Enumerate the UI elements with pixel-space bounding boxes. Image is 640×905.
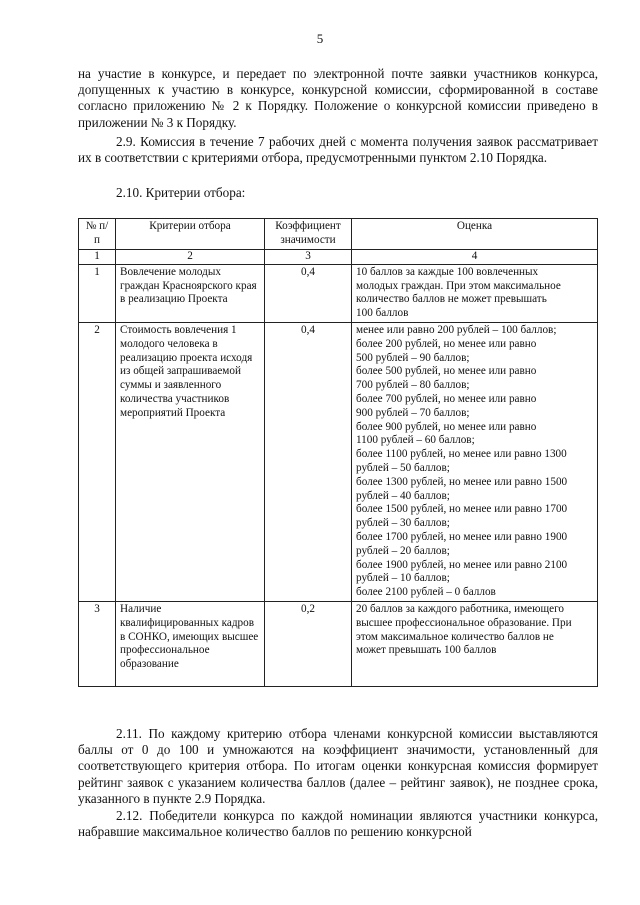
criteria-table [78,218,598,687]
score-line: 900 рублей – 70 баллов; [356,406,470,419]
table-row [79,601,598,686]
score-line: более 1100 рублей, но менее или равно 1300 [356,448,567,461]
paragraph-continuation: на участие в конкурсе, и передает по электронной почте заявки участников конкурса, допущенных к участию в конкурсе, конкурсной комиссии, сформированной в составе согласно приложению № 2 к Порядку. Положение о конкурсной комиссии приведено в приложении № 3 к Порядку. [78,66,598,130]
score-line: более 1500 рублей, но менее или равно 1700 [356,503,568,516]
column-number: 4 [352,250,598,265]
score-line: количество баллов не может превышать [356,293,547,306]
header-score: Оценка [352,219,598,250]
score-line: 10 баллов за каждые 100 вовлеченных [356,265,539,278]
score-line: рублей – 30 баллов; [356,517,450,530]
score-line: 100 баллов [356,307,409,320]
score-line: более 1300 рублей, но менее или равно 1500 [356,475,568,488]
row-score [352,601,598,686]
score-line: более 200 рублей, но менее или равно [356,337,537,350]
column-number: 3 [265,250,352,265]
row-criterion: Вовлечение молодых граждан Красноярского края в реализацию Проекта [116,264,265,322]
paragraph-2-12: 2.12. Победители конкурса по каждой номинации являются участники конкурса, набравшие максимальное количество баллов по решению конкурсной [78,808,598,840]
header-coefficient: Коэффициент значимости [265,219,352,250]
column-number-row [79,250,598,265]
column-number: 2 [116,250,265,265]
row-score [352,264,598,322]
paragraph-2-9: 2.9. Комиссия в течение 7 рабочих дней с момента получения заявок рассматривает их в соответствии с критериями отбора, предусмотренными пунктом 2.10 Порядка. [78,134,598,166]
score-line: 20 баллов за каждого работника, имеющего [356,602,564,615]
row-coefficient: 0,4 [265,264,352,322]
row-num: 1 [79,264,116,322]
table-row [79,322,598,601]
row-coefficient: 0,4 [265,322,352,601]
score-line: более 500 рублей, но менее или равно [356,365,537,378]
row-num: 2 [79,322,116,601]
row-num: 3 [79,601,116,686]
score-line: рублей – 10 баллов; [356,572,450,585]
score-line: рублей – 20 баллов; [356,544,450,557]
score-line: молодых граждан. При этом максимальное [356,279,561,292]
paragraph-2-11: 2.11. По каждому критерию отбора членами конкурсной комиссии выставляются баллы от 0 до 100 и умножаются на коэффициент значимости, установленный для соответствующего критерия отбора. По итогам оценки конкурсная комиссия формирует рейтинг заявок с указанием количества баллов (далее – рейтинг заявок), не позднее срока, указанного в пункте 2.9 Порядка. [78,726,598,806]
score-line: может превышать 100 баллов [356,644,497,657]
row-coefficient: 0,2 [265,601,352,686]
score-line: рублей – 40 баллов; [356,489,450,502]
score-line: более 900 рублей, но менее или равно [356,420,537,433]
row-criterion: Стоимость вовлечения 1 молодого человека в реализацию проекта исходя из общей запрашиваемой суммы и заявленного количества участников мероприятий Проекта [116,322,265,601]
row-criterion: Наличие квалифицированных кадров в СОНКО, имеющих высшее профессиональное образование [116,601,265,686]
column-number: 1 [79,250,116,265]
table-header-row [79,219,598,250]
score-line: более 1900 рублей, но менее или равно 2100 [356,558,568,571]
score-line: высшее профессиональное образование. При [356,616,572,629]
page-number: 5 [316,31,324,46]
score-line: этом максимальное количество баллов не [356,630,554,643]
score-line: более 2100 рублей – 0 баллов [356,586,496,599]
score-line: рублей – 50 баллов; [356,461,450,474]
header-num: № п/п [79,219,116,250]
table-row [79,264,598,322]
score-line: менее или равно 200 рублей – 100 баллов; [356,323,557,336]
score-line: более 1700 рублей, но менее или равно 1900 [356,530,568,543]
score-line: 1100 рублей – 60 баллов; [356,434,475,447]
score-line: 500 рублей – 90 баллов; [356,351,470,364]
row-score [352,322,598,601]
header-criterion: Критерии отбора [116,219,265,250]
paragraph-2-10: 2.10. Критерии отбора: [116,185,246,200]
score-line: 700 рублей – 80 баллов; [356,379,470,392]
score-line: более 700 рублей, но менее или равно [356,392,537,405]
